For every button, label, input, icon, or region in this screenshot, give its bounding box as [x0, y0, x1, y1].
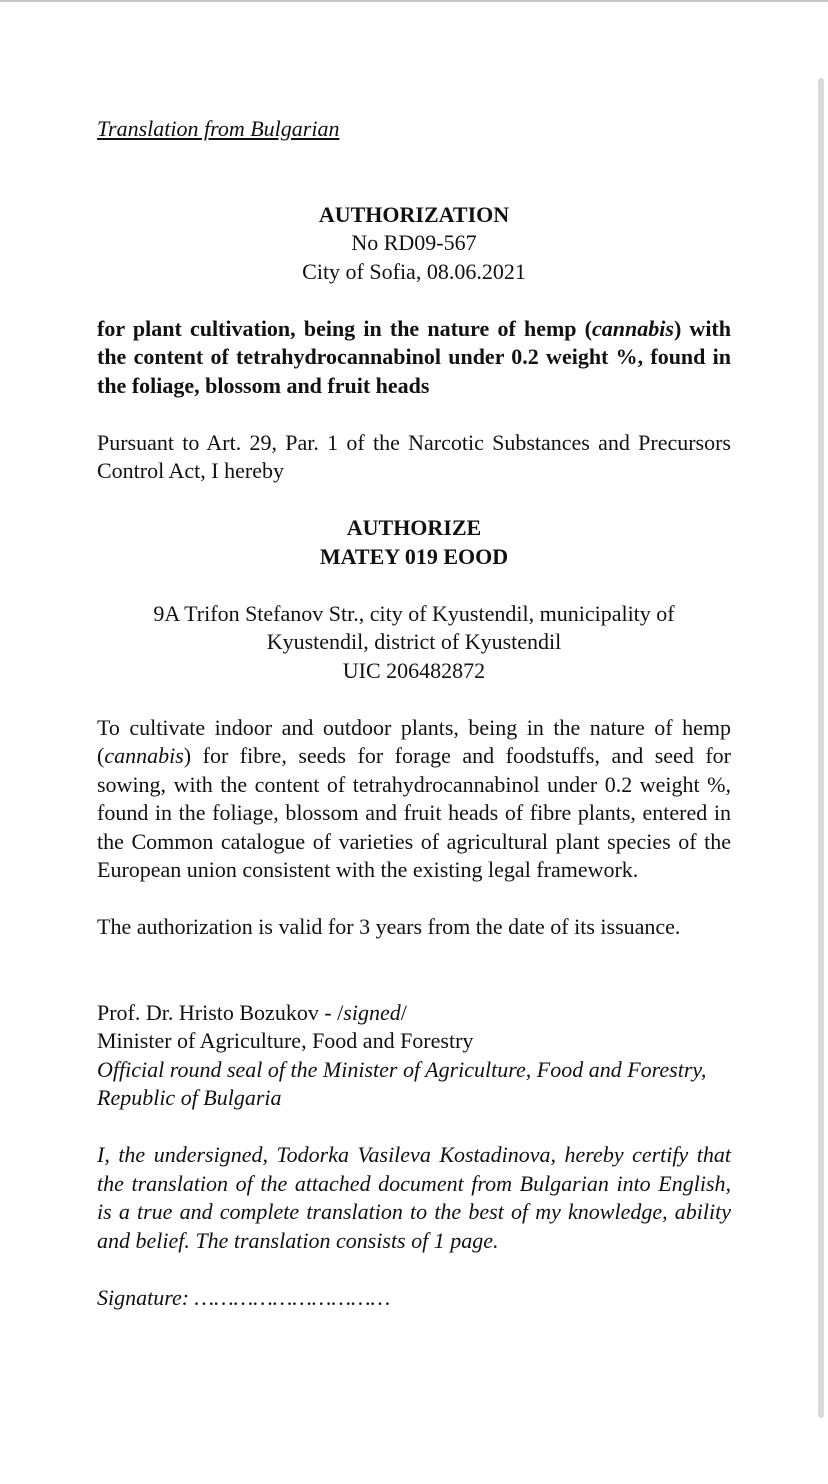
company-address-line-1: 9A Trifon Stefanov Str., city of Kyustendil, municipality of [153, 600, 675, 626]
document-title: AUTHORIZATION [318, 201, 510, 227]
scrollbar[interactable] [818, 78, 824, 1418]
document-body [97, 115, 731, 1312]
scope-emphasis: cannabis [104, 743, 184, 768]
validity-paragraph: The authorization is valid for 3 years from the date of its issuance. [97, 914, 681, 939]
signed-mark: signed [343, 999, 401, 1025]
authorize-heading: AUTHORIZE [346, 515, 482, 540]
certification-paragraph: I, the undersigned, Todorka Vasileva Kostadinova, hereby certify that the translation of the attached document from Bulgarian into English, is a true and complete translation to the best of my knowledge, ability and belief. The translation consists of 1 page. [97, 1142, 731, 1253]
subject-text-1: for plant cultivation, being in the nature of hemp ( [97, 315, 593, 341]
seal-note: Official round seal of the Minister of Agriculture, Food and Forestry, Republic of Bulgaria [97, 1056, 707, 1110]
subject-text-2: ) with the content of tetrahydrocannabinol under 0.2 weight %, found in the foliage, blossom and fruit heads [97, 315, 731, 398]
document-place-date: City of Sofia, 08.06.2021 [302, 258, 526, 284]
document-number: No RD09-567 [351, 230, 477, 255]
signatory-name-text: Prof. Dr. Hristo Bozukov - / [97, 999, 344, 1025]
subject-paragraph [97, 315, 731, 401]
signatory-position: Minister of Agriculture, Food and Forestry [97, 1028, 474, 1053]
company-uic: UIC 206482872 [342, 657, 486, 683]
scope-text-1: To cultivate indoor and outdoor plants, being in the nature of hemp ( [97, 714, 731, 768]
scope-paragraph [97, 714, 731, 885]
signatory-name [97, 999, 731, 1028]
translation-note: Translation from Bulgarian [97, 116, 340, 141]
top-divider [0, 0, 828, 2]
signature-line: Signature: ………………………… [97, 1284, 391, 1310]
subject-emphasis: cannabis [592, 315, 674, 341]
pursuant-paragraph: Pursuant to Art. 29, Par. 1 of the Narcotic Substances and Precursors Control Act, I hereby [97, 429, 731, 483]
scope-text-2: ) for fibre, seeds for forage and foodstuffs, and seed for sowing, with the content of tetrahydrocannabinol under 0.2 weight %, found in the foliage, blossom and fruit heads of fibre plants, entered in the Common catalogue of varieties of agricultural plant species of the European union consistent with the existing legal framework. [97, 743, 731, 882]
signed-slash: / [400, 999, 407, 1025]
company-address-line-2: Kyustendil, district of Kyustendil [266, 629, 562, 654]
company-name: MATEY 019 EOOD [319, 543, 509, 569]
